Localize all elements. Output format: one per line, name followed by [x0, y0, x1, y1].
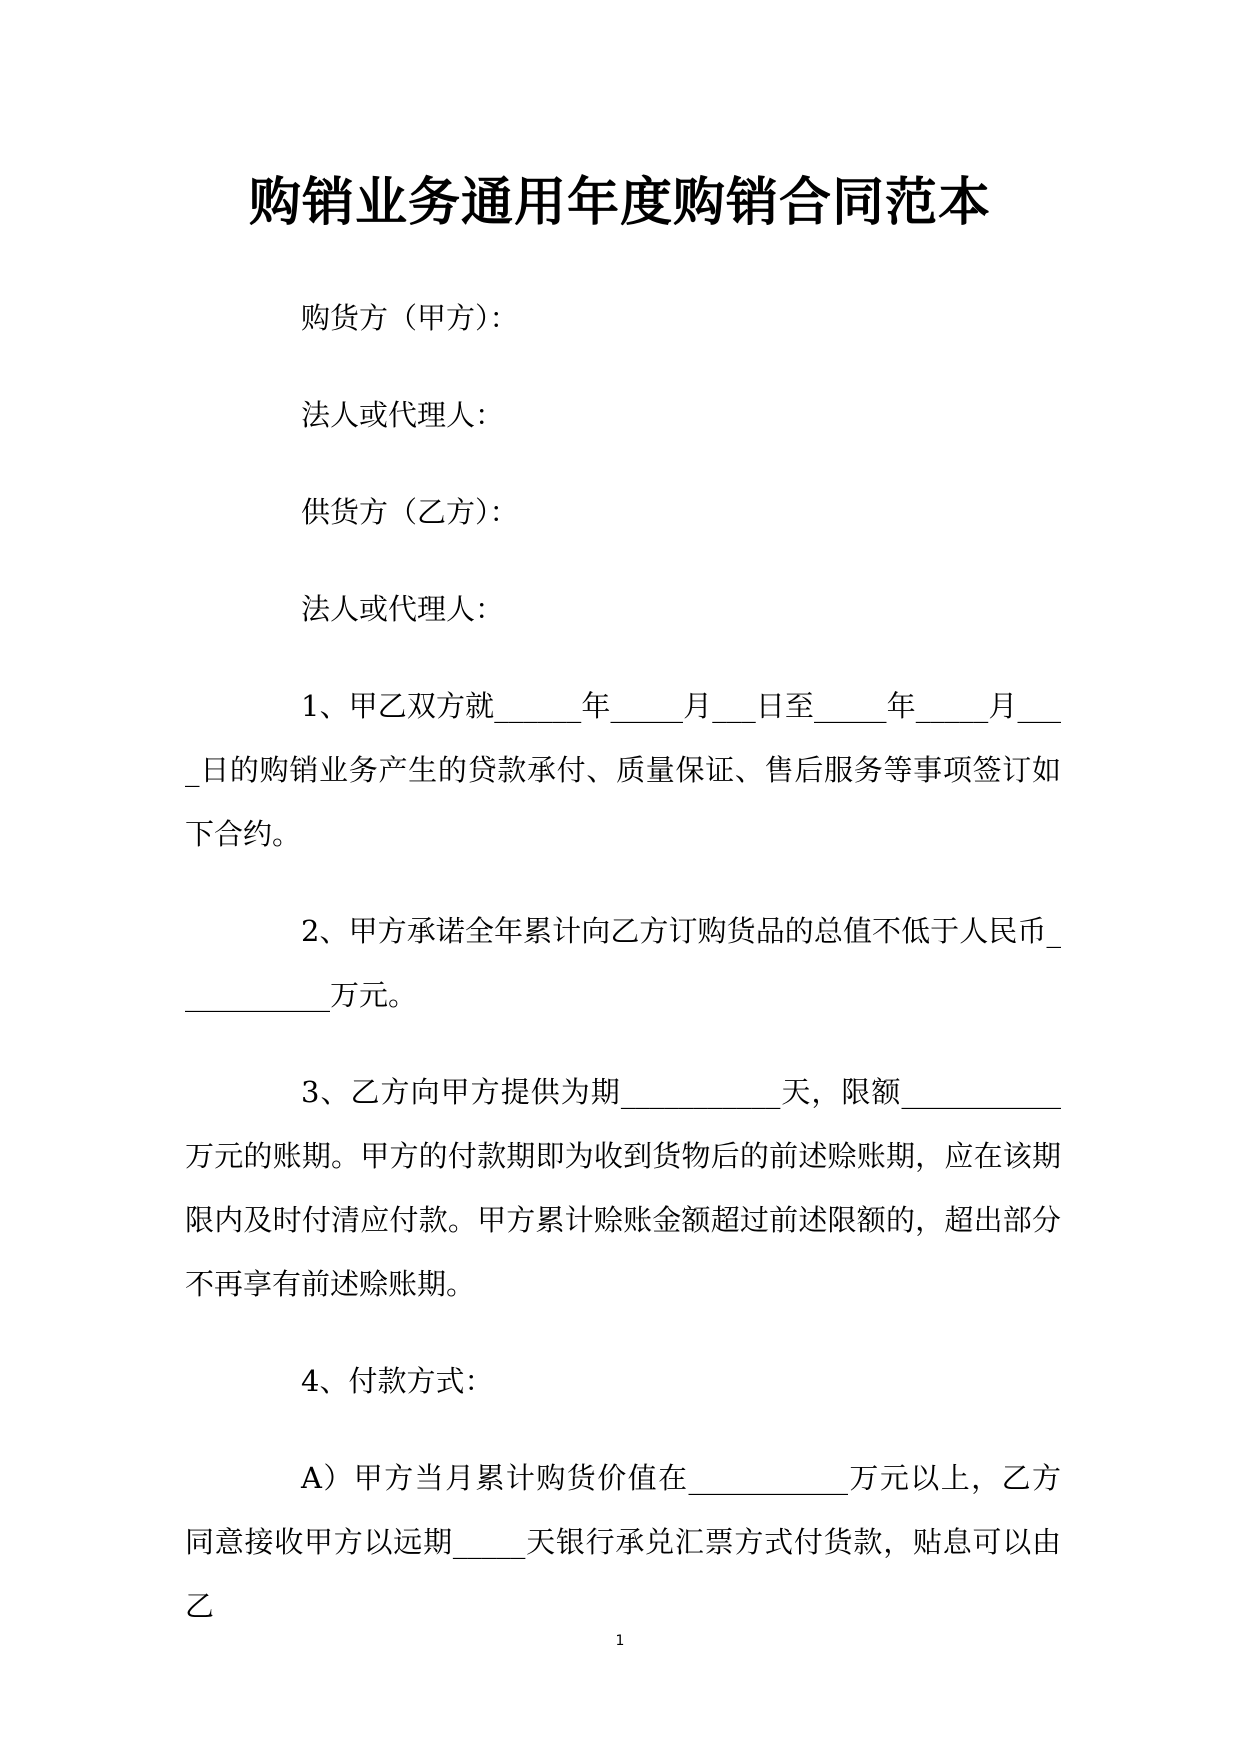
clause-4: 4、付款方式： — [301, 1364, 494, 1398]
clause-2: 2、甲方承诺全年累计向乙方订购货品的总值不低于人民币___________万元。 — [185, 914, 1061, 1012]
document-body — [185, 286, 1061, 1671]
page-number: 1 — [615, 1633, 625, 1649]
supplier-field: 供货方（乙方）： — [301, 495, 519, 529]
clause-1: 1、甲乙双方就______年_____月___日至_____年_____月____日的购销业务产生的贷款承付、质量保证、售后服务等事项签订如下合约。 — [185, 689, 1061, 851]
supplier-representative-field: 法人或代理人： — [301, 592, 505, 626]
document-title: 购销业务通用年度购销合同范本 — [248, 173, 991, 233]
clause-4a: A）甲方当月累计购货价值在___________万元以上，乙方同意接收甲方以远期_____天银行承兑汇票方式付货款，贴息可以由乙 — [185, 1461, 1061, 1623]
buyer-field: 购货方（甲方）： — [301, 301, 519, 335]
buyer-representative-field: 法人或代理人： — [301, 398, 505, 432]
clause-3: 3、乙方向甲方提供为期___________天，限额___________万元的账期。甲方的付款期即为收到货物后的前述赊账期，应在该期限内及时付清应付款。甲方累计赊账金额超过前述限额的，超出部分不再享有前述赊账期。 — [185, 1075, 1061, 1301]
